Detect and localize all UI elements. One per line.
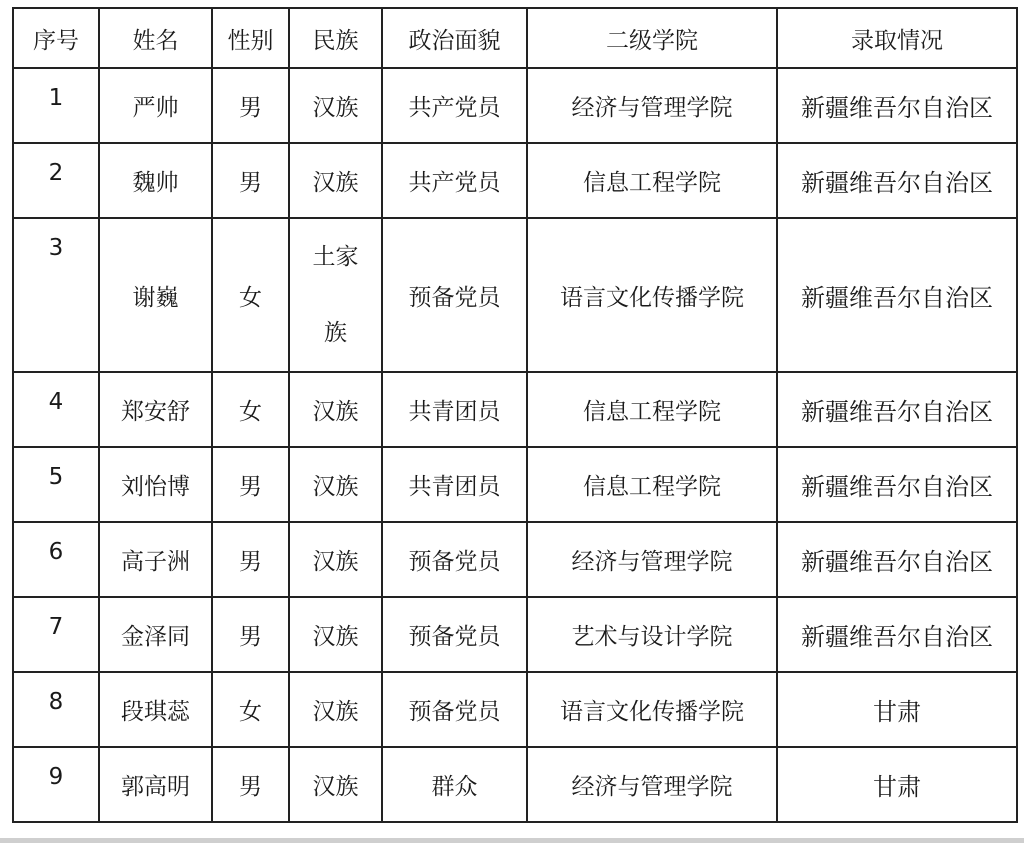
cell-ethnicity: 汉族 — [289, 68, 382, 143]
cell-name: 段琪蕊 — [99, 672, 212, 747]
cell-admission: 新疆维吾尔自治区 — [777, 218, 1017, 372]
cell-college: 信息工程学院 — [527, 447, 777, 522]
cell-gender: 男 — [212, 522, 289, 597]
cell-political: 群众 — [382, 747, 527, 822]
cell-ethnicity: 汉族 — [289, 672, 382, 747]
cell-seq: 9 — [13, 747, 99, 822]
cell-name: 郑安舒 — [99, 372, 212, 447]
cell-name: 高子洲 — [99, 522, 212, 597]
cell-admission: 甘肃 — [777, 747, 1017, 822]
admission-table — [12, 7, 1018, 823]
header-admission: 录取情况 — [777, 8, 1017, 68]
cell-ethnicity: 汉族 — [289, 747, 382, 822]
cell-college: 经济与管理学院 — [527, 68, 777, 143]
cell-seq: 3 — [13, 218, 99, 372]
cell-political: 共产党员 — [382, 143, 527, 218]
header-college: 二级学院 — [527, 8, 777, 68]
cell-political: 预备党员 — [382, 218, 527, 372]
ethnicity-line-2: 族 — [324, 320, 347, 346]
cell-name: 刘怡博 — [99, 447, 212, 522]
cell-name: 魏帅 — [99, 143, 212, 218]
cell-college: 经济与管理学院 — [527, 522, 777, 597]
cell-name: 谢巍 — [99, 218, 212, 372]
cell-seq: 2 — [13, 143, 99, 218]
cell-political: 预备党员 — [382, 597, 527, 672]
header-row — [13, 8, 1017, 68]
cell-ethnicity: 汉族 — [289, 522, 382, 597]
cell-seq: 5 — [13, 447, 99, 522]
cell-political: 共青团员 — [382, 372, 527, 447]
cell-seq: 4 — [13, 372, 99, 447]
cell-college: 信息工程学院 — [527, 372, 777, 447]
cell-name: 严帅 — [99, 68, 212, 143]
cell-seq: 6 — [13, 522, 99, 597]
table-row — [13, 747, 1017, 822]
table-row — [13, 522, 1017, 597]
cell-admission: 新疆维吾尔自治区 — [777, 597, 1017, 672]
cell-ethnicity: 汉族 — [289, 143, 382, 218]
ethnicity-line-1: 土家 — [312, 244, 359, 270]
cell-college: 艺术与设计学院 — [527, 597, 777, 672]
table-row — [13, 672, 1017, 747]
cell-political: 预备党员 — [382, 672, 527, 747]
cell-gender: 男 — [212, 447, 289, 522]
table-row — [13, 143, 1017, 218]
table-row — [13, 447, 1017, 522]
cell-college: 信息工程学院 — [527, 143, 777, 218]
cell-admission: 新疆维吾尔自治区 — [777, 522, 1017, 597]
cell-ethnicity: 汉族 — [289, 447, 382, 522]
cell-gender: 男 — [212, 747, 289, 822]
cell-name: 郭高明 — [99, 747, 212, 822]
cell-admission: 甘肃 — [777, 672, 1017, 747]
cell-admission: 新疆维吾尔自治区 — [777, 447, 1017, 522]
cell-political: 共青团员 — [382, 447, 527, 522]
header-name: 姓名 — [99, 8, 212, 68]
cell-ethnicity: 汉族 — [289, 597, 382, 672]
cell-seq: 1 — [13, 68, 99, 143]
cell-gender: 男 — [212, 143, 289, 218]
table-row — [13, 372, 1017, 447]
cell-gender: 男 — [212, 68, 289, 143]
table-row — [13, 68, 1017, 143]
cell-gender: 女 — [212, 372, 289, 447]
header-gender: 性别 — [212, 8, 289, 68]
cell-college: 语言文化传播学院 — [527, 672, 777, 747]
cell-gender: 女 — [212, 218, 289, 372]
cell-seq: 8 — [13, 672, 99, 747]
cell-ethnicity — [289, 218, 382, 372]
cell-admission: 新疆维吾尔自治区 — [777, 143, 1017, 218]
cell-gender: 男 — [212, 597, 289, 672]
cell-admission: 新疆维吾尔自治区 — [777, 372, 1017, 447]
cell-name: 金泽同 — [99, 597, 212, 672]
header-ethnicity: 民族 — [289, 8, 382, 68]
cell-seq: 7 — [13, 597, 99, 672]
table-row — [13, 218, 1017, 372]
cell-college: 经济与管理学院 — [527, 747, 777, 822]
page-bottom-divider — [0, 838, 1024, 843]
cell-gender: 女 — [212, 672, 289, 747]
cell-college: 语言文化传播学院 — [527, 218, 777, 372]
cell-ethnicity: 汉族 — [289, 372, 382, 447]
cell-admission: 新疆维吾尔自治区 — [777, 68, 1017, 143]
cell-political: 共产党员 — [382, 68, 527, 143]
header-seq: 序号 — [13, 8, 99, 68]
cell-political: 预备党员 — [382, 522, 527, 597]
table-row — [13, 597, 1017, 672]
header-political: 政治面貌 — [382, 8, 527, 68]
